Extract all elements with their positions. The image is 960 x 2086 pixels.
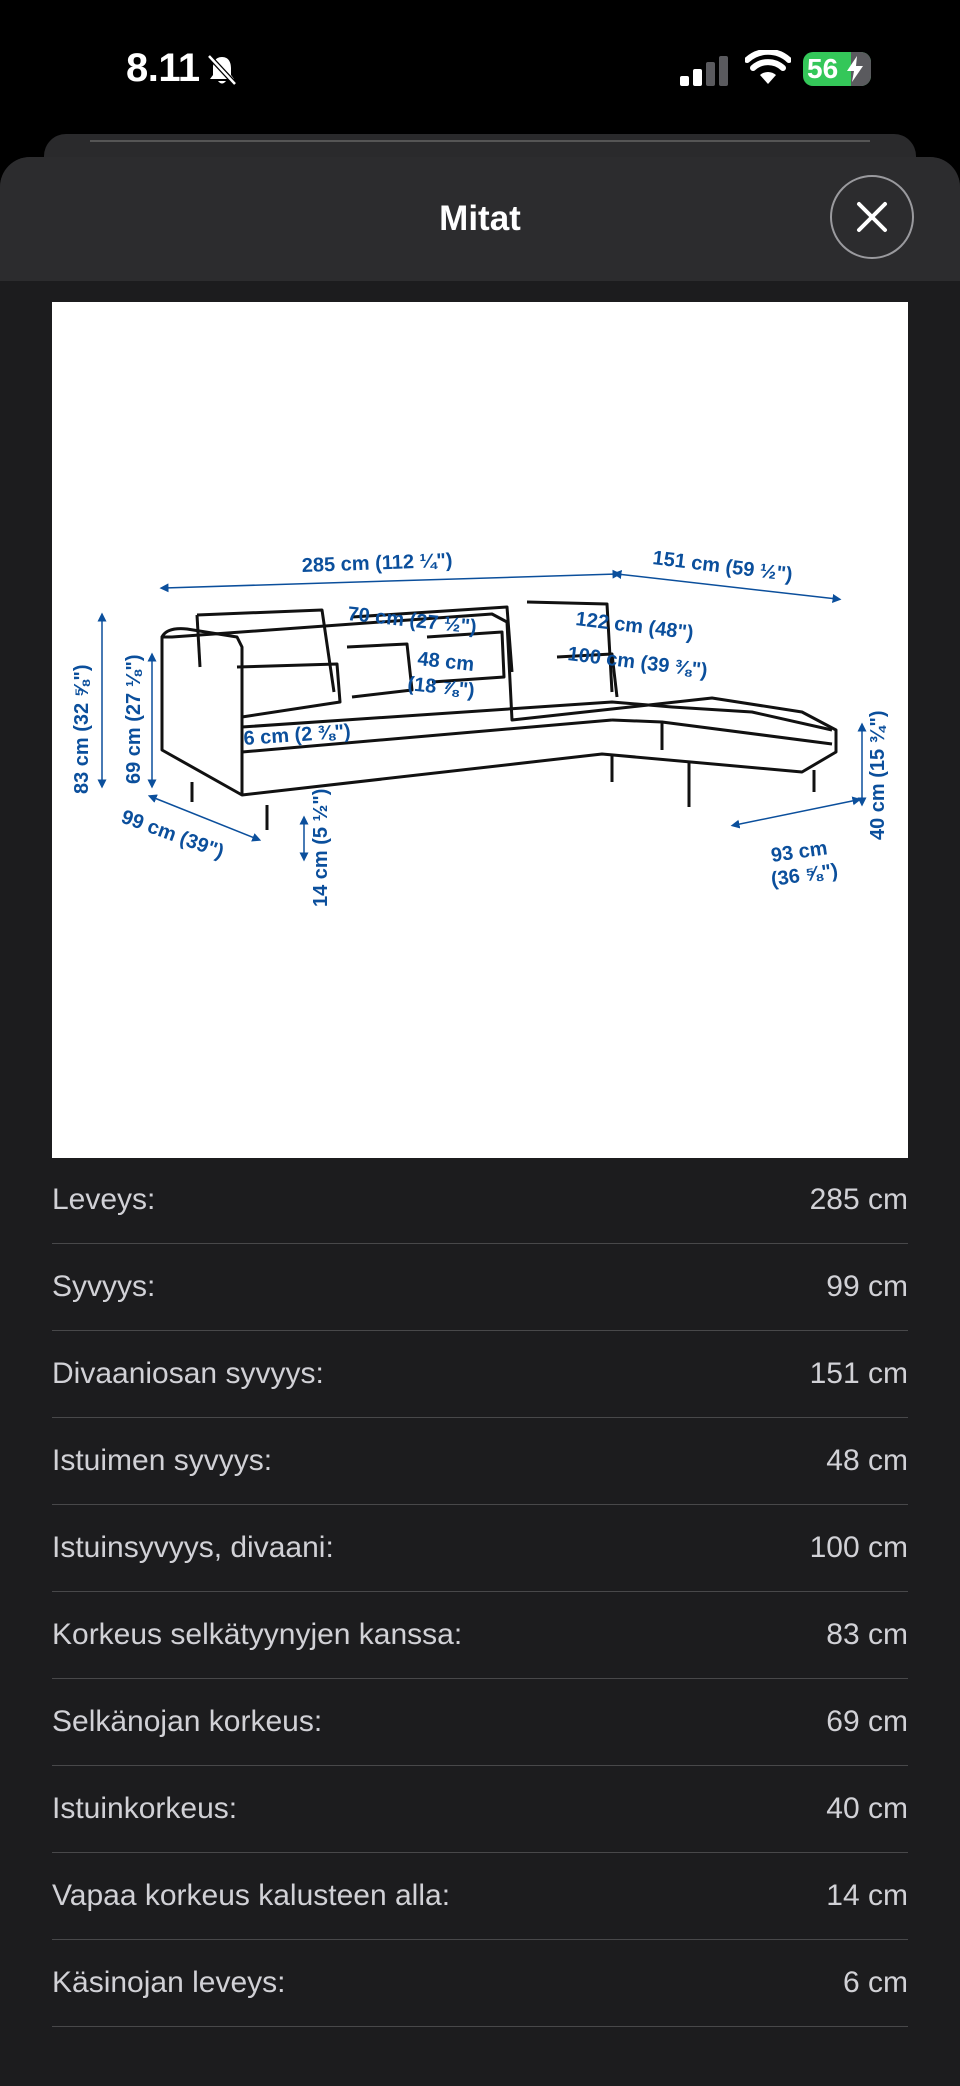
sofa-outline bbox=[162, 602, 836, 830]
spec-value: 6 cm bbox=[842, 1966, 908, 1999]
battery-level: 56 bbox=[807, 53, 839, 84]
status-time: 8.11 bbox=[126, 46, 200, 90]
spec-value: 14 cm bbox=[826, 1879, 908, 1912]
spec-row bbox=[52, 1331, 908, 1418]
cellular-signal-icon bbox=[680, 56, 730, 86]
label-seat-height: 40 cm (15 ¾") bbox=[867, 710, 889, 840]
battery-icon bbox=[803, 52, 871, 86]
spec-label: Korkeus selkätyynyjen kanssa: bbox=[52, 1618, 463, 1651]
label-back-cushion: 70 cm (27 ½") bbox=[346, 603, 478, 639]
label-seat-depth-a: 48 cm bbox=[416, 648, 476, 676]
charging-bolt-icon bbox=[847, 56, 863, 82]
spec-value: 151 cm bbox=[809, 1357, 908, 1390]
label-armrest: 6 cm (2 ⅜") bbox=[242, 720, 352, 750]
spec-label: Istuinkorkeus: bbox=[52, 1792, 238, 1825]
dimension-diagram bbox=[52, 302, 908, 1158]
spec-label: Leveys: bbox=[52, 1183, 156, 1216]
dimension-lines bbox=[102, 574, 862, 857]
close-button[interactable] bbox=[830, 175, 914, 259]
spec-row bbox=[52, 1766, 908, 1853]
spec-label: Divaaniosan syvyys: bbox=[52, 1357, 324, 1390]
spec-value: 69 cm bbox=[826, 1705, 908, 1738]
dimensions-sheet bbox=[0, 157, 960, 2086]
wifi-icon bbox=[745, 50, 791, 86]
spec-value: 40 cm bbox=[826, 1792, 908, 1825]
label-seat-depth-b: (18 ⅞") bbox=[406, 673, 476, 703]
spec-value: 48 cm bbox=[826, 1444, 908, 1477]
label-chaise-width: 122 cm (48") bbox=[574, 608, 695, 645]
spec-row bbox=[52, 1244, 908, 1331]
spec-label: Selkänojan korkeus: bbox=[52, 1705, 323, 1738]
bell-muted-icon bbox=[204, 52, 240, 88]
spec-value: 100 cm bbox=[809, 1531, 908, 1564]
sofa-diagram bbox=[52, 302, 908, 1158]
spec-row bbox=[52, 1505, 908, 1592]
spec-label: Käsinojan leveys: bbox=[52, 1966, 286, 1999]
spec-row bbox=[52, 1853, 908, 1940]
spec-label: Istuimen syvyys: bbox=[52, 1444, 273, 1477]
label-depth: 99 cm (39") bbox=[118, 806, 227, 864]
spec-row bbox=[52, 1679, 908, 1766]
label-chaise-seat: 100 cm (39 ⅜") bbox=[566, 643, 709, 683]
label-chaise-depth: 151 cm (59 ½") bbox=[651, 547, 794, 587]
label-clearance: 14 cm (5 ½") bbox=[310, 788, 332, 907]
spec-label: Syvyys: bbox=[52, 1270, 156, 1303]
spec-row bbox=[52, 1940, 908, 2027]
spec-value: 285 cm bbox=[809, 1183, 908, 1216]
spec-row bbox=[52, 1157, 908, 1244]
spec-label: Istuinsyvyys, divaani: bbox=[52, 1531, 334, 1564]
status-bar bbox=[0, 0, 960, 140]
label-height-back: 83 cm (32 ⅝") bbox=[71, 664, 93, 794]
spec-value: 83 cm bbox=[826, 1618, 908, 1651]
close-icon bbox=[856, 201, 888, 233]
spec-row bbox=[52, 1592, 908, 1679]
sheet-title: Mitat bbox=[439, 199, 521, 238]
sheet-header bbox=[0, 157, 960, 281]
label-chaise-width-b: (36 ⅝") bbox=[769, 859, 840, 891]
label-chaise-width-a: 93 cm bbox=[769, 837, 829, 867]
spec-value: 99 cm bbox=[826, 1270, 908, 1303]
spec-list bbox=[52, 1157, 908, 2027]
background-card-divider bbox=[90, 140, 870, 142]
label-total-width: 285 cm (112 ¼") bbox=[301, 549, 453, 577]
spec-label: Vapaa korkeus kalusteen alla: bbox=[52, 1879, 451, 1912]
spec-row bbox=[52, 1418, 908, 1505]
label-backrest: 69 cm (27 ⅛") bbox=[123, 654, 145, 784]
